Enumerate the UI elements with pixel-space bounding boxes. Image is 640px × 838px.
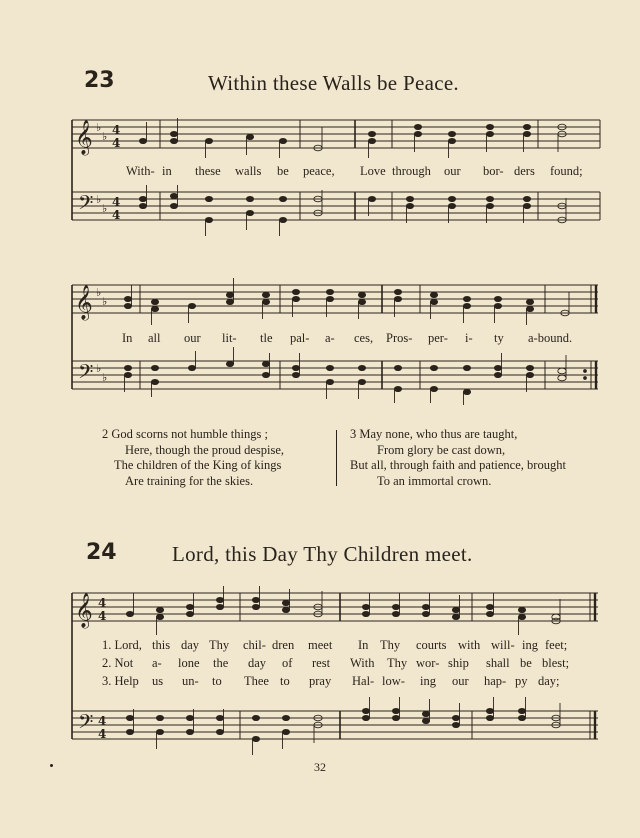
syllable: be: [520, 656, 532, 670]
syllable: to: [280, 674, 290, 688]
svg-text:4: 4: [98, 727, 107, 741]
syllable: ing: [522, 638, 538, 652]
svg-text:4: 4: [98, 596, 107, 610]
syllable: be: [277, 164, 289, 178]
syllable: lit-: [222, 331, 237, 345]
syllable: low-: [382, 674, 405, 688]
syllable: ing: [420, 674, 436, 688]
syllable: Hal-: [352, 674, 375, 688]
verse-line: But all, through faith and patience, brought: [350, 458, 566, 472]
syllable: In: [358, 638, 369, 652]
syllable: day: [248, 656, 267, 670]
hymn-23-number: 23: [84, 68, 115, 93]
syllable: day;: [538, 674, 560, 688]
syllable: un-: [182, 674, 199, 688]
syllable: meet: [308, 638, 333, 652]
hymn-23-title: Within these Walls be Peace.: [208, 71, 459, 95]
hymn-24-lyrics-verse-1: [0, 638, 640, 654]
syllable: per-: [428, 331, 448, 345]
syllable: all: [148, 331, 161, 345]
page-number: 32: [314, 760, 326, 774]
syllable: Pros-: [386, 331, 413, 345]
syllable: Thy: [380, 638, 401, 652]
syllable: ces,: [354, 331, 374, 345]
syllable: With-: [126, 164, 155, 178]
verse-line: From glory be cast down,: [377, 442, 506, 457]
syllable: in: [162, 164, 172, 178]
syllable: Love: [360, 164, 386, 178]
svg-text:𝄞: 𝄞: [75, 120, 93, 155]
svg-text:♭: ♭: [96, 121, 102, 134]
syllable: of: [282, 656, 293, 670]
hymn-24-lyrics-verse-3: [0, 674, 640, 690]
syllable: courts: [416, 638, 447, 652]
svg-text:4: 4: [112, 123, 121, 137]
verse-line: 3 May none, who thus are taught,: [350, 427, 518, 441]
syllable: the: [213, 656, 229, 670]
svg-text:♭: ♭: [102, 202, 108, 215]
syllable: wor-: [416, 656, 440, 670]
syllable: feet;: [545, 638, 568, 652]
svg-text:𝄢: 𝄢: [78, 710, 94, 738]
hymn-24-title: Lord, this Day Thy Children meet.: [172, 542, 473, 566]
svg-text:♭: ♭: [102, 295, 108, 308]
syllable: day: [181, 638, 200, 652]
syllable: blest;: [542, 656, 570, 670]
syllable: a-: [325, 331, 335, 345]
hymn-23-lyrics-line-2: [0, 331, 640, 347]
syllable: hap-: [484, 674, 507, 688]
svg-text:♭: ♭: [96, 362, 102, 375]
hymn-23-verse-2: [102, 427, 284, 489]
syllable: these: [195, 164, 221, 178]
svg-text:♭: ♭: [96, 193, 102, 206]
syllable: rest: [312, 656, 331, 670]
ink-dot: [50, 764, 53, 767]
verse-line: 2 God scorns not humble things ;: [102, 427, 268, 441]
syllable: With: [350, 656, 375, 670]
svg-text:𝄢: 𝄢: [78, 360, 94, 388]
hymn-23-lyrics-line-1: [0, 164, 640, 180]
syllable: Thy: [387, 656, 408, 670]
syllable: through: [392, 164, 431, 178]
syllable: chil-: [243, 638, 266, 652]
svg-text:𝄞: 𝄞: [75, 593, 93, 628]
svg-text:♭: ♭: [96, 286, 102, 299]
hymn-24-system: [0, 583, 640, 773]
syllable: found;: [550, 164, 583, 178]
verse-line: Here, though the proud despise,: [125, 442, 284, 457]
syllable: lone: [178, 656, 200, 670]
verse-divider: [336, 430, 337, 486]
verse-line: The children of the King of kings: [114, 458, 282, 472]
syllable: bor-: [483, 164, 504, 178]
svg-text:♭: ♭: [102, 130, 108, 143]
syllable: walls: [235, 164, 262, 178]
syllable: Thy: [209, 638, 230, 652]
syllable: to: [212, 674, 222, 688]
hymn-23-system-2: [0, 275, 640, 410]
syllable: py: [515, 674, 528, 688]
verse-line: Are training for the skies.: [125, 473, 254, 488]
syllable: tle: [260, 331, 273, 345]
hymn-24-number: 24: [86, 540, 117, 565]
syllable: ship: [448, 656, 469, 670]
syllable: 3. Help: [102, 674, 139, 688]
verse-line: To an immortal crown.: [377, 473, 492, 488]
syllable: pray: [309, 674, 332, 688]
syllable: 2. Not: [102, 656, 134, 670]
syllable: our: [452, 674, 469, 688]
syllable: Thee: [244, 674, 269, 688]
svg-text:𝄞: 𝄞: [75, 285, 93, 320]
syllable: our: [444, 164, 461, 178]
syllable: pal-: [290, 331, 310, 345]
svg-text:4: 4: [98, 609, 107, 623]
svg-text:♭: ♭: [102, 371, 108, 384]
syllable: ty: [494, 331, 504, 345]
syllable: 1. Lord,: [102, 638, 142, 652]
syllable: peace,: [303, 164, 335, 178]
hymn-23-system-1: [0, 110, 640, 245]
svg-text:4: 4: [112, 208, 121, 222]
svg-text:𝄢: 𝄢: [78, 191, 94, 219]
syllable: a-bound.: [528, 331, 573, 345]
svg-text:4: 4: [98, 714, 107, 728]
syllable: i-: [465, 331, 473, 345]
svg-text:4: 4: [112, 136, 121, 150]
syllable: shall: [486, 656, 510, 670]
syllable: a-: [152, 656, 162, 670]
syllable: us: [152, 674, 164, 688]
syllable: with: [458, 638, 481, 652]
syllable: dren: [272, 638, 295, 652]
syllable: In: [122, 331, 133, 345]
syllable: our: [184, 331, 201, 345]
svg-text:4: 4: [112, 195, 121, 209]
syllable: will-: [491, 638, 515, 652]
hymn-23-verse-3: [350, 427, 566, 489]
hymn-24-lyrics-verse-2: [0, 656, 640, 672]
syllable: ders: [514, 164, 535, 178]
syllable: this: [152, 638, 171, 652]
